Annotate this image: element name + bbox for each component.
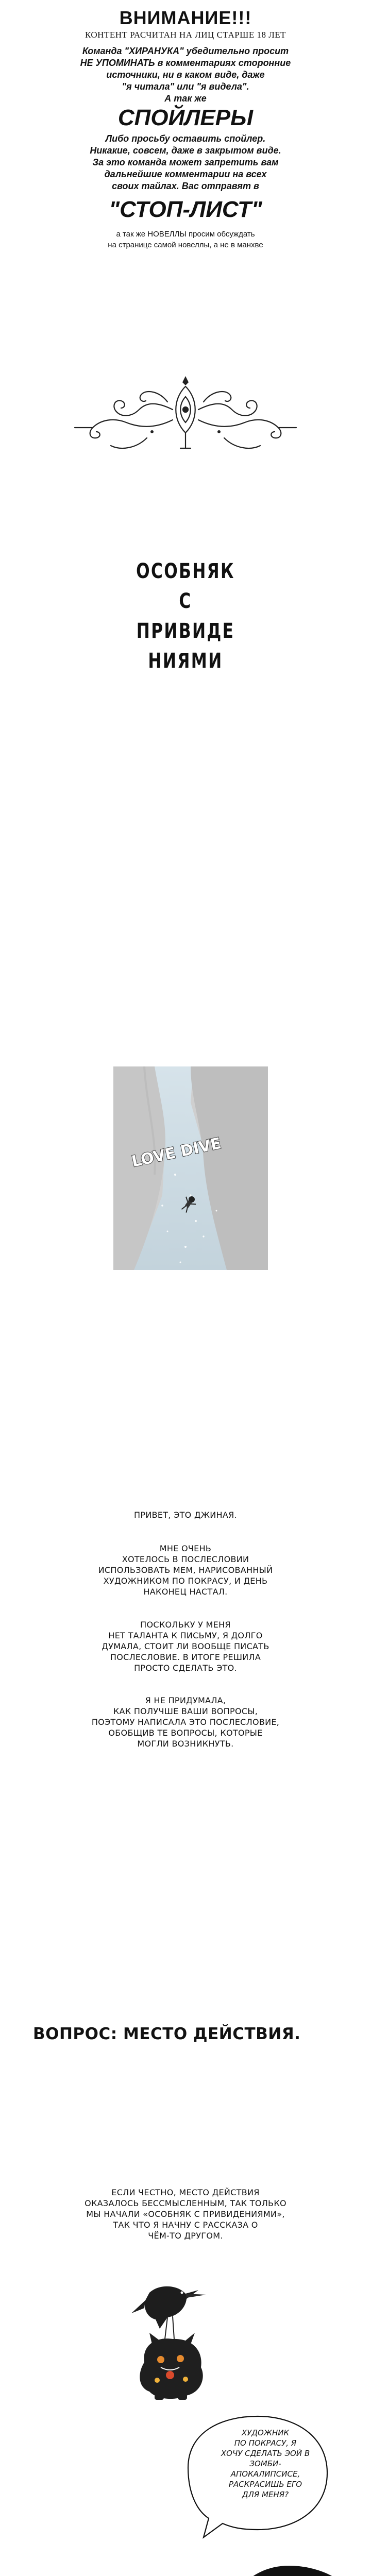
bubble-line: РАСКРАСИШЬ ЕГО [228,2480,302,2489]
afterword-line: ПРОСТО СДЕЛАТЬ ЭТО. [134,1663,237,1673]
afterword-paragraph-2 [0,1543,371,1597]
answer-paragraph [0,2187,371,2241]
answer-line: МЫ НАЧАЛИ «ОСОБНЯК С ПРИВИДЕНИЯМИ», [86,2209,285,2219]
title-line: ОСОБНЯК [136,560,235,583]
title-line: С ПРИВИДЕ [136,589,235,643]
notice-stoplist-heading: "СТОП-ЛИСТ" [109,197,262,222]
notice-paragraph-1 [0,45,371,105]
notice-small-note [0,229,371,250]
conversation-scene [0,2396,371,2576]
afterword-line: ПОСКОЛЬКУ У МЕНЯ [140,1620,231,1630]
creature-icon [140,2333,203,2400]
afterword-line: ИСПОЛЬЗОВАТЬ МЕМ, НАРИСОВАННЫЙ [98,1565,273,1575]
afterword-line: НАКОНЕЦ НАСТАЛ. [143,1587,228,1597]
notice-line: источники, ни в каком виде, даже [106,70,265,80]
afterword-line: МОГЛИ ВОЗНИКНУТЬ. [137,1739,234,1749]
notice-title: ВНИМАНИЕ!!! [119,7,252,28]
answer-line: ЧЁМ-ТО ДРУГОМ. [148,2231,223,2241]
afterword-paragraph-3 [0,1619,371,1673]
afterword-paragraph-1 [0,1510,371,1520]
speech-bubble-text [216,2428,314,2500]
notice-line: "я читала" или "я видела". [122,81,249,92]
question-heading: ВОПРОС: МЕСТО ДЕЙСТВИЯ. [33,2025,301,2043]
bubble-line: ЗОМБИ-АПОКАЛИПСИСЕ, [230,2459,300,2479]
notice-line: А так же [164,93,207,104]
title-line: НИЯМИ [148,649,223,673]
afterword-line: НЕТ ТАЛАНТА К ПИСЬМУ, Я ДОЛГО [108,1631,263,1640]
afterword-line: МНЕ ОЧЕНЬ [159,1544,212,1553]
afterword-line: ХУДОЖНИКОМ ПО ПОКРАСУ, И ДЕНЬ [103,1576,268,1586]
afterword-line: ПРИВЕТ, ЭТО ДЖИНАЯ. [134,1510,237,1520]
afterword-line: ПОЭТОМУ НАПИСАЛА ЭТО ПОСЛЕСЛОВИЕ, [91,1717,280,1727]
notice-small-line: на странице самой новеллы, а не в манхве [108,241,263,249]
svg-text:LOVE DIVE: LOVE DIVE [130,1134,223,1171]
bubble-line: ХОЧУ СДЕЛАТЬ ЭОЙ В [221,2449,310,2458]
ornament-divider [70,371,301,464]
notice-age-restriction: КОНТЕНТ РАСЧИТАН НА ЛИЦ СТАРШЕ 18 ЛЕТ [85,30,286,40]
answer-line: ОКАЗАЛОСЬ БЕССМЫСЛЕННЫМ, ТАК ТОЛЬКО [85,2198,286,2208]
notice-line: дальнейшие комментарии на всех [104,169,267,179]
notice-line: своих тайлах. Вас отправят в [112,181,259,191]
notice-spoilers-heading: СПОЙЛЕРЫ [117,105,254,130]
notice-line: Либо просьбу оставить спойлер. [105,133,266,144]
afterword-paragraph-4 [0,1695,371,1749]
afterword-line: ДУМАЛА, СТОИТ ЛИ ВООБЩЕ ПИСАТЬ [102,1641,269,1651]
notice-line: За это команда может запретить вам [92,157,279,167]
crow-on-creature-illustration [129,2272,216,2403]
page-title [129,556,242,676]
notice-paragraph-2 [0,133,371,192]
notice-line: Никакие, совсем, даже в закрытом виде. [90,145,281,156]
cover-illustration [113,1066,268,1270]
notice-line: Команда "ХИРАНУКА" убедительно просит [82,46,289,56]
answer-line: ЕСЛИ ЧЕСТНО, МЕСТО ДЕЙСТВИЯ [111,2188,260,2197]
afterword-line: ХОТЕЛОСЬ В ПОСЛЕСЛОВИИ [122,1554,249,1564]
answer-line: ТАК ЧТО Я НАЧНУ С РАССКАЗА О [113,2220,258,2230]
dark-haired-character [221,2566,371,2576]
afterword-line: ПОСЛЕСЛОВИЕ. В ИТОГЕ РЕШИЛА [110,1652,261,1662]
afterword-line: Я НЕ ПРИДУМАЛА, [145,1696,226,1705]
afterword-line: КАК ПОЛУЧШЕ ВАШИ ВОПРОСЫ, [113,1706,258,1716]
bubble-line: ХУДОЖНИК [241,2428,290,2437]
afterword-line: ОБОБЩИВ ТЕ ВОПРОСЫ, КОТОРЫЕ [108,1728,263,1738]
crow-icon [131,2286,206,2339]
notice-small-line: а так же НОВЕЛЛЫ просим обсуждать [116,230,255,239]
bubble-line: ПО ПОКРАСУ, Я [234,2438,297,2448]
notice-line: НЕ УПОМИНАТЬ в комментариях сторонние [80,58,291,68]
bubble-line: ДЛЯ МЕНЯ? [242,2490,289,2499]
